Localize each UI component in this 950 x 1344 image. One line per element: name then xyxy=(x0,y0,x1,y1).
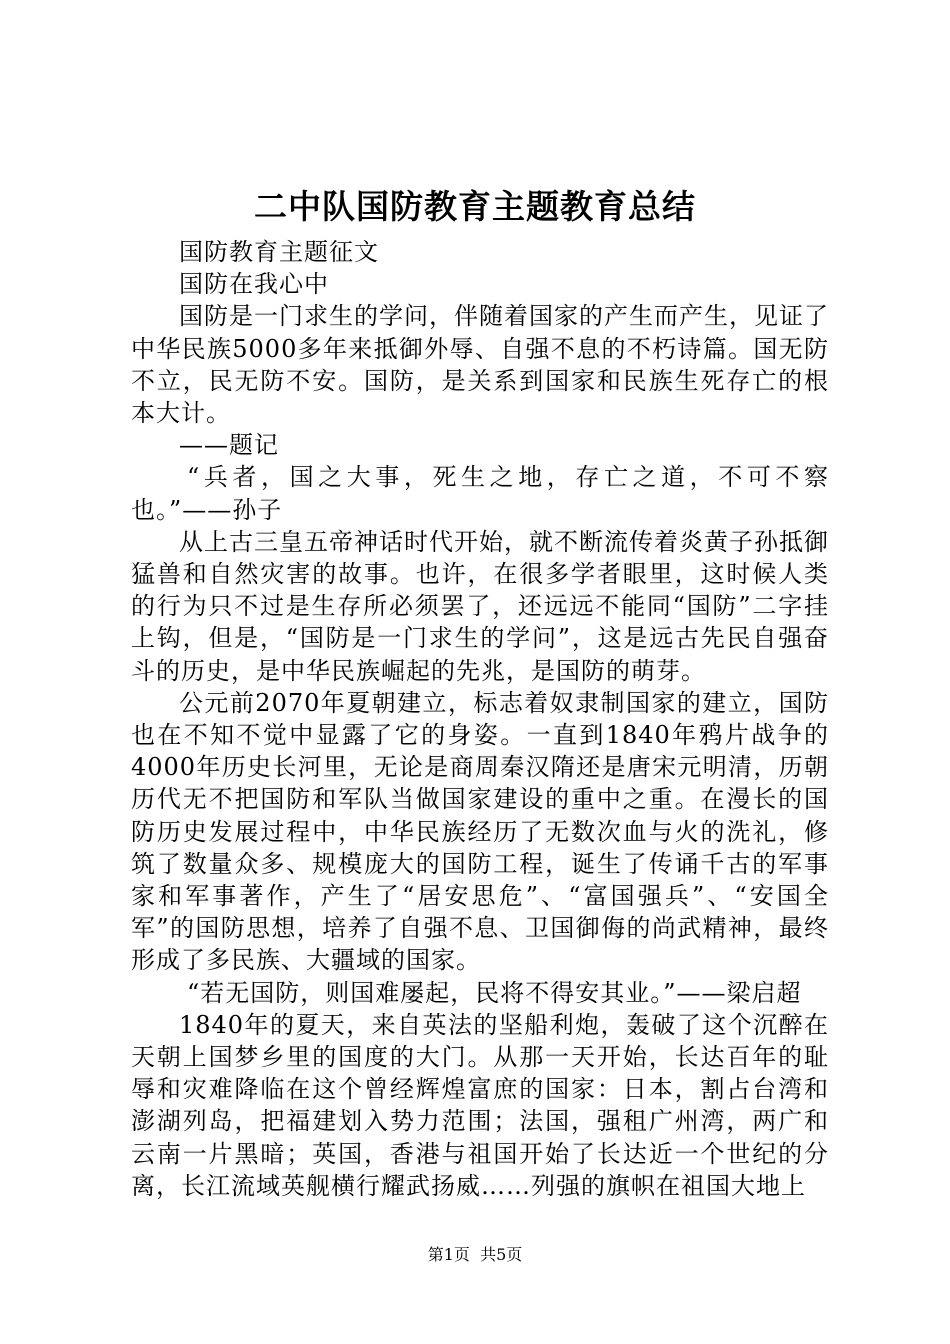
essay-category: 国防教育主题征文 xyxy=(179,238,379,266)
quote-paragraph: “兵者，国之大事，死生之地，存亡之道，不可不察也。”——孙子 xyxy=(131,463,829,524)
paragraph: 国防是一门求生的学问，伴随着国家的产生而产生，见证了中华民族5000多年来抵御外辱、自强不息的不朽诗篇。国无防不立，民无防不安。国防，是关系到国家和民族生死存亡的根本大计。 xyxy=(131,302,829,428)
quote-paragraph: “若无国防，则国难屡起，民将不得安其业。”——梁启超 xyxy=(187,978,802,1007)
page-number: 第1页 共5页 xyxy=(427,1245,523,1264)
document-body xyxy=(131,236,829,1202)
document-title: 二中队国防教育主题教育总结 xyxy=(254,187,696,226)
paragraph: 从上古三皇五帝神话时代开始，就不断流传着炎黄子孙抵御猛兽和自然灾害的故事。也许，在很多学者眼里，这时候人类的行为只不过是生存所必须罢了，还远远不能同“国防”二字挂上钩，但是，“国防是一门求生的学问”，这是远古先民自强奋斗的历史，是中华民族崛起的先兆，是国防的萌芽。 xyxy=(131,527,829,685)
epigraph-attribution: ——题记 xyxy=(179,431,279,460)
page-footer xyxy=(0,1244,950,1266)
paragraph: 公元前2070年夏朝建立，标志着奴隶制国家的建立，国防也在不知不觉中显露了它的身姿。一直到1840年鸦片战争的4000年历史长河里，无论是商周秦汉隋还是唐宋元明清，历朝历代无不把国防和军队当做国家建设的重中之重。在漫长的国防历史发展过程中，中华民族经历了无数次血与火的洗礼，修筑了数量众多、规模庞大的国防工程，诞生了传诵千古的军事家和军事著作，产生了“居安思危”、“富国强兵”、“安国全军”的国防思想，培养了自强不息、卫国御侮的尚武精神，最终形成了多民族、大疆域的国家。 xyxy=(131,688,829,975)
paragraph: 1840年的夏天，来自英法的坚船利炮，轰破了这个沉醉在天朝上国梦乡里的国度的大门。从那一天开始，长达百年的耻辱和灾难降临在这个曾经辉煌富庶的国家：日本，割占台湾和澎湖列岛，把福建划入势力范围；法国，强租广州湾，两广和云南一片黑暗；英国，香港与祖国开始了长达近一个世纪的分离，长江流域英舰横行耀武扬威……列强的旗帜在祖国大地上 xyxy=(131,1010,829,1200)
essay-title: 国防在我心中 xyxy=(179,270,329,299)
